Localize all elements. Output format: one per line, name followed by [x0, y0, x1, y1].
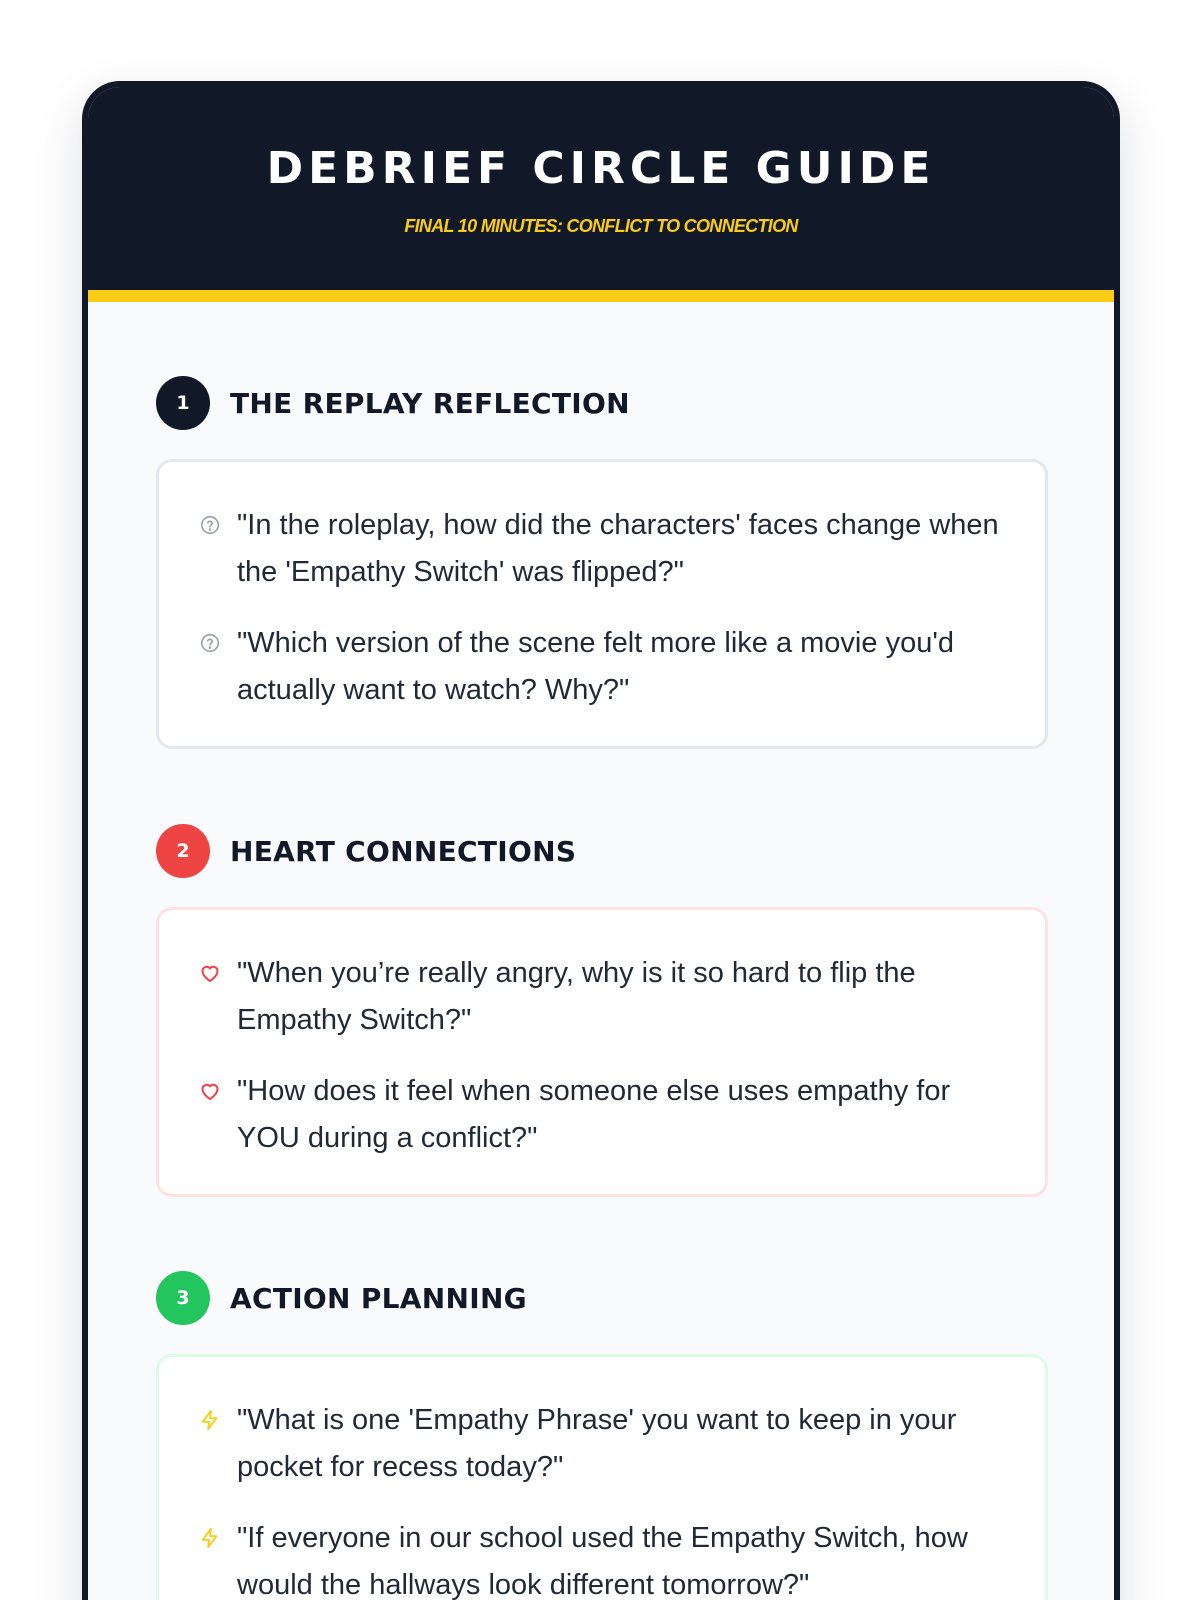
section-title: THE REPLAY REFLECTION [230, 386, 630, 420]
question-text: "When you’re really angry, why is it so hard to flip the Empathy Switch?" [237, 957, 916, 1036]
section-replay-reflection [156, 376, 1048, 749]
question-box [156, 907, 1048, 1197]
section-number-badge: 3 [156, 1271, 210, 1325]
page-title: DEBRIEF CIRCLE GUIDE [266, 143, 936, 194]
question-text: "Which version of the scene felt more like a movie you'd actually want to watch? Why?" [237, 627, 954, 706]
section-title: HEART CONNECTIONS [230, 834, 577, 868]
question-text: "In the roleplay, how did the characters' faces change when the 'Empathy Switch' was flipped?" [237, 509, 999, 588]
section-action-planning [156, 1271, 1048, 1600]
list-item [197, 1068, 1005, 1162]
list-item [197, 620, 1005, 714]
section-header [156, 1271, 1048, 1325]
section-number-badge: 1 [156, 376, 210, 430]
heart-icon [197, 960, 223, 986]
question-box [156, 459, 1048, 749]
question-text: "What is one 'Empathy Phrase' you want to keep in your pocket for recess today?" [237, 1404, 957, 1483]
section-heart-connections [156, 824, 1048, 1197]
section-header [156, 376, 1048, 430]
lightning-icon [197, 1407, 223, 1433]
question-text: "If everyone in our school used the Empathy Switch, how would the hallways look different tomorrow?" [237, 1522, 968, 1600]
lightning-icon [197, 1525, 223, 1551]
section-number-badge: 2 [156, 824, 210, 878]
question-box [156, 1354, 1048, 1600]
question-circle-icon [197, 512, 223, 538]
heart-icon [197, 1078, 223, 1104]
list-item [197, 1515, 1005, 1600]
question-circle-icon [197, 630, 223, 656]
list-item [197, 1397, 1005, 1491]
section-title: ACTION PLANNING [230, 1281, 527, 1315]
debrief-guide-card [82, 81, 1120, 1600]
page-subtitle: FINAL 10 MINUTES: CONFLICT TO CONNECTION [404, 216, 798, 236]
question-text: "How does it feel when someone else uses empathy for YOU during a conflict?" [237, 1075, 951, 1154]
section-header [156, 824, 1048, 878]
list-item [197, 950, 1005, 1044]
guide-header [88, 87, 1114, 302]
list-item [197, 502, 1005, 596]
